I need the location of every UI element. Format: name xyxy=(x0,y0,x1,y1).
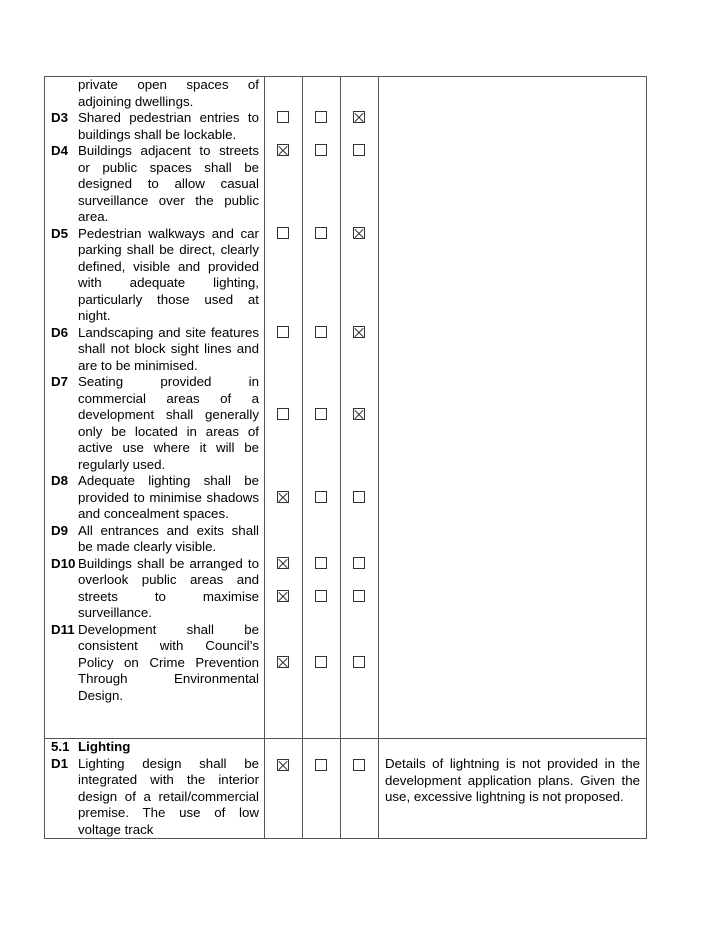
na-column xyxy=(341,739,379,839)
comment-text: Details of lightning is not provided in the development application plans. Given the use, excessive lightning is not proposed. xyxy=(385,756,640,804)
compliance-table xyxy=(44,76,647,839)
list-item xyxy=(45,523,264,556)
no-checkbox[interactable] xyxy=(315,408,327,420)
list-item xyxy=(45,143,264,226)
requirements-cell xyxy=(45,739,265,839)
na-checkbox[interactable] xyxy=(353,491,365,503)
item-code: D9 xyxy=(51,522,68,538)
na-checkbox[interactable] xyxy=(353,656,365,668)
list-item xyxy=(45,756,264,839)
continuation-text: private open spaces of adjoining dwellings. xyxy=(78,77,259,109)
na-checkbox[interactable] xyxy=(353,227,365,239)
no-checkbox[interactable] xyxy=(315,326,327,338)
yes-checkbox[interactable] xyxy=(277,759,289,771)
item-code: D11 xyxy=(51,621,75,637)
na-checkbox[interactable] xyxy=(353,144,365,156)
comments-cell xyxy=(379,77,647,739)
na-column xyxy=(341,77,379,739)
yes-checkbox[interactable] xyxy=(277,656,289,668)
item-text: Shared pedestrian entries to buildings shall be lockable. xyxy=(78,110,259,142)
section-title: Lighting xyxy=(78,739,131,754)
no-checkbox[interactable] xyxy=(315,759,327,771)
yes-checkbox[interactable] xyxy=(277,144,289,156)
table-row xyxy=(45,77,647,739)
no-checkbox[interactable] xyxy=(315,227,327,239)
na-checkbox[interactable] xyxy=(353,590,365,602)
requirements-cell xyxy=(45,77,265,739)
list-item xyxy=(45,556,264,622)
item-text: Development shall be consistent with Council’s Policy on Crime Prevention Through Environmental Design. xyxy=(78,621,259,703)
section-heading xyxy=(45,739,264,756)
list-item xyxy=(45,325,264,375)
item-text: All entrances and exits shall be made clearly visible. xyxy=(78,522,259,554)
yes-column xyxy=(265,739,303,839)
yes-checkbox[interactable] xyxy=(277,408,289,420)
no-checkbox[interactable] xyxy=(315,590,327,602)
yes-column xyxy=(265,77,303,739)
yes-checkbox[interactable] xyxy=(277,227,289,239)
na-checkbox[interactable] xyxy=(353,111,365,123)
yes-checkbox[interactable] xyxy=(277,111,289,123)
item-text: Buildings adjacent to streets or public spaces shall be designed to allow casual surveillance over the public area. xyxy=(78,143,259,224)
comments-cell xyxy=(379,739,647,839)
no-checkbox[interactable] xyxy=(315,491,327,503)
yes-checkbox[interactable] xyxy=(277,590,289,602)
na-checkbox[interactable] xyxy=(353,408,365,420)
list-item xyxy=(45,226,264,325)
item-code: D4 xyxy=(51,143,68,158)
item-code: D5 xyxy=(51,225,68,241)
item-text: Buildings shall be arranged to overlook public areas and streets to maximise surveillance. xyxy=(78,555,259,620)
item-code: D6 xyxy=(51,324,68,340)
no-checkbox[interactable] xyxy=(315,111,327,123)
section-number: 5.1 xyxy=(51,739,70,754)
na-checkbox[interactable] xyxy=(353,557,365,569)
yes-checkbox[interactable] xyxy=(277,491,289,503)
no-column xyxy=(303,77,341,739)
list-item xyxy=(45,473,264,523)
na-checkbox[interactable] xyxy=(353,759,365,771)
list-item xyxy=(45,622,264,705)
no-checkbox[interactable] xyxy=(315,144,327,156)
item-text: Seating provided in commercial areas of a development shall generally only be located in areas of active use where it will be regularly used. xyxy=(78,374,259,472)
no-column xyxy=(303,739,341,839)
item-code: D3 xyxy=(51,110,68,125)
item-code: D8 xyxy=(51,473,68,488)
yes-checkbox[interactable] xyxy=(277,326,289,338)
list-item xyxy=(45,110,264,143)
no-checkbox[interactable] xyxy=(315,557,327,569)
item-code: D1 xyxy=(51,755,68,771)
item-text: Pedestrian walkways and car parking shall be direct, clearly defined, visible and provided with adequate lighting, particularly those used at night. xyxy=(78,225,259,323)
list-item xyxy=(45,374,264,473)
item-code: D7 xyxy=(51,374,68,389)
item-text: Lighting design shall be integrated with the interior design of a retail/commercial premise. The use of low voltage track xyxy=(78,755,259,837)
item-text: Landscaping and site features shall not block sight lines and are to be minimised. xyxy=(78,324,259,373)
no-checkbox[interactable] xyxy=(315,656,327,668)
item-text: Adequate lighting shall be provided to minimise shadows and concealment spaces. xyxy=(78,473,259,521)
item-code: D10 xyxy=(51,555,76,571)
na-checkbox[interactable] xyxy=(353,326,365,338)
yes-checkbox[interactable] xyxy=(277,557,289,569)
table-row xyxy=(45,739,647,839)
